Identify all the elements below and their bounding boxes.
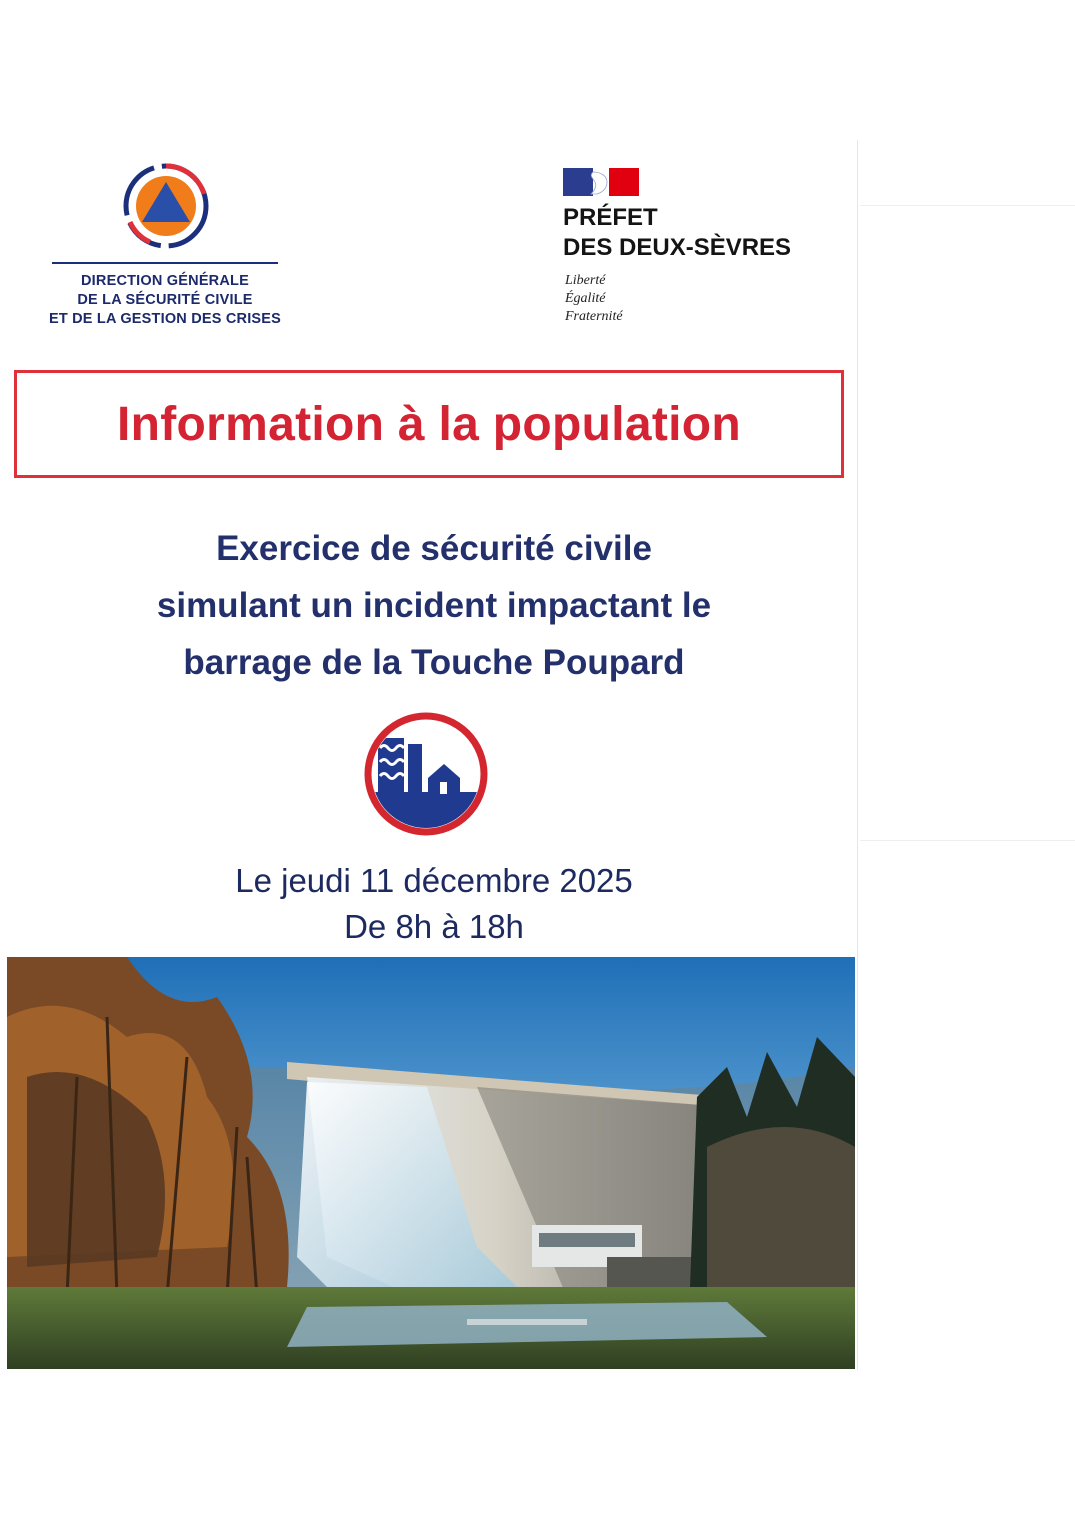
civil-protection-logo-icon: [120, 160, 212, 252]
dam-flood-risk-icon: [364, 712, 488, 836]
motto-fraternite: Fraternité: [565, 309, 623, 324]
motto-egalite: Égalité: [565, 291, 606, 306]
prefet-line-2: DES DEUX-SÈVRES: [563, 234, 792, 261]
scan-artifact: [860, 205, 1075, 206]
description-line-3: barrage de la Touche Poupard: [183, 643, 685, 682]
marianne-flag-icon: [563, 168, 639, 196]
prefet-line-1: PRÉFET: [563, 204, 658, 231]
dgscgc-line-3: ET DE LA GESTION DES CRISES: [48, 311, 282, 327]
page-edge: [857, 140, 858, 1370]
information-banner: [14, 370, 844, 478]
exercise-description: [0, 520, 868, 691]
description-line-2: simulant un incident impactant le: [156, 586, 712, 625]
exercise-day: Le jeudi 11 décembre 2025: [235, 862, 633, 899]
banner-title: Information à la population: [116, 397, 742, 451]
dgscgc-name: [40, 272, 290, 329]
motto-liberte: Liberté: [565, 273, 606, 288]
dgscgc-line-1: DIRECTION GÉNÉRALE: [81, 273, 249, 289]
prefet-title: [563, 203, 791, 263]
republic-motto: [565, 272, 623, 326]
dgscgc-line-2: DE LA SÉCURITÉ CIVILE: [77, 292, 253, 308]
dgscgc-divider: [52, 262, 278, 264]
scan-artifact: [860, 840, 1075, 841]
description-line-1: Exercice de sécurité civile: [216, 529, 652, 568]
exercise-hours: De 8h à 18h: [344, 908, 524, 945]
dam-spillway-photo: [7, 957, 855, 1369]
exercise-date: [0, 858, 868, 950]
